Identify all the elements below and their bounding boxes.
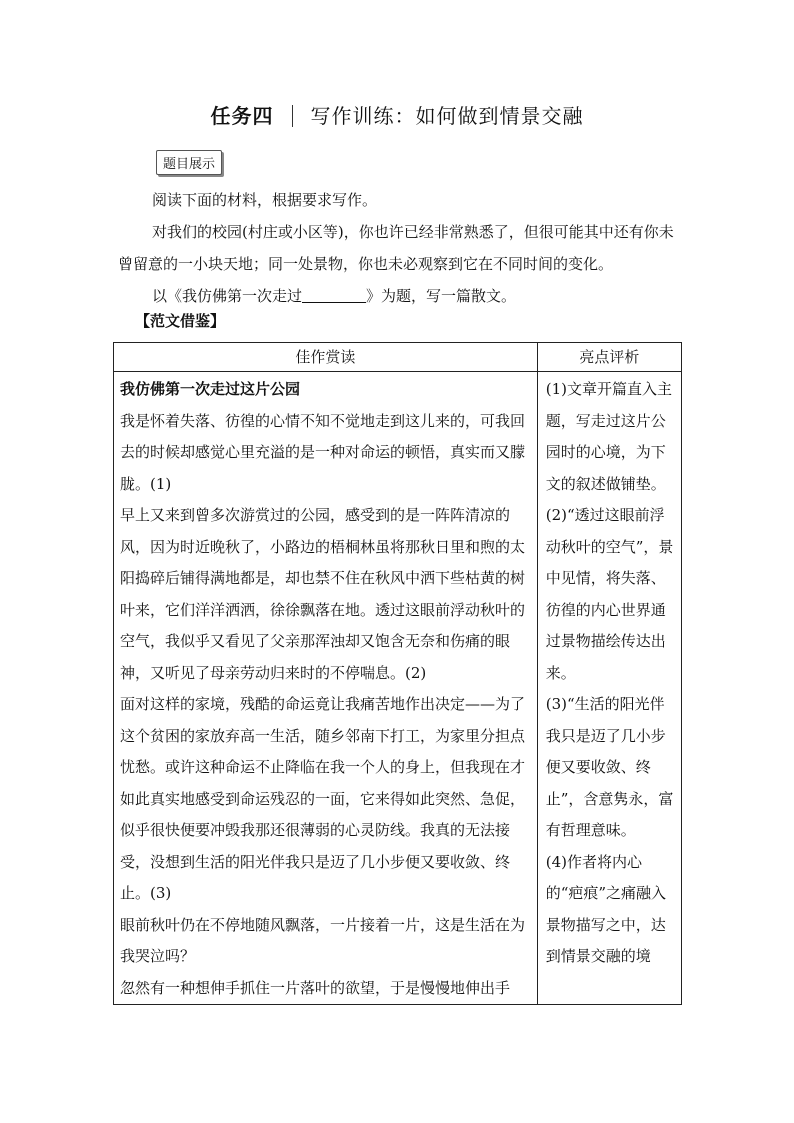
essay-paragraph: 面对这样的家境，残酷的命运竟让我痛苦地作出决定——为了这个贫困的家放弃高一生活，随乡邻南下打工，为家里分担点忧愁。或许这种命运不止降临在我一个人的身上，但我现在才如此真实地感受到命运残忍的一面，它来得如此突然、急促，似乎很快便要冲毁我那还很薄弱的心灵防线。我真的无法接受，没想到生活的阳光伴我只是迈了几小步便又要收敛、终止。(3) [120,695,526,902]
header-comment: 亮点评析 [537,343,681,372]
essay-title: 我仿佛第一次走过这片公园 [120,380,301,398]
task-subtitle: 写作训练：如何做到情景交融 [310,104,584,128]
comment-item: (4)作者将内心的“疤痕”之痛融入景物描写之中，达到情景交融的境 [545,852,667,965]
comment-item: (1)文章开篇直入主题，写走过这片公园时的心境，为下文的叙述做铺垫。 [545,380,672,493]
table-header-row [114,343,682,372]
essay-paragraph: 我是怀着失落、彷徨的心情不知不觉地走到这儿来的，可我回去的时候却感觉心里充溢的是一种对命运的顿悟，真实而又朦胧。(1) [120,411,526,493]
comment-item: (2)“透过这眼前浮动秋叶的空气”，景中见情，将失落、彷徨的内心世界通过景物描绘传达出来。 [545,506,674,682]
essay-cell [114,372,538,1005]
essay-table [113,342,682,1005]
essay-paragraph: 忽然有一种想伸手抓住一片落叶的欲望，于是慢慢地伸出手 [120,978,511,997]
prompt-requirement-before: 以《我仿佛第一次走过 [152,287,303,305]
page-title [0,100,794,129]
prompt-material: 对我们的校园(村庄或小区等)，你也许已经非常熟悉了，但很可能其中还有你未曾留意的一小块天地；同一处景物，你也未必观察到它在不同时间的变化。 [118,223,674,273]
topic-badge: 题目展示 [156,150,222,175]
essay-paragraph: 眼前秋叶仍在不停地随风飘落，一片接着一片，这是生活在为我哭泣吗？ [120,915,526,965]
header-essay: 佳作赏读 [114,343,538,372]
essay-paragraph: 早上又来到曾多次游赏过的公园，感受到的是一阵阵清凉的风，因为时近晚秋了，小路边的梧桐林虽将那秋日里和煦的太阳捣碎后铺得满地都是，却也禁不住在秋风中洒下些枯黄的树叶来，它们洋洋洒洒，徐徐飘落在地。透过这眼前浮动秋叶的空气，我似乎又看见了父亲那浑浊却又饱含无奈和伤痛的眼神，又听见了母亲劳动归来时的不停喘息。(2) [120,506,526,682]
table-row [114,372,682,1005]
title-blank [302,284,366,303]
comment-item: (3)“生活的阳光伴我只是迈了几小步便又要收敛、终止”，含意隽永，富有哲理意味。 [545,695,674,839]
title-divider [292,105,293,127]
section-label: 【范文借鉴】 [135,312,226,330]
prompt-requirement-after: 》为题，写一篇散文。 [366,287,517,305]
comment-cell [537,372,681,1005]
prompt-requirement [118,280,678,312]
prompt-instruction: 阅读下面的材料，根据要求写作。 [152,191,378,209]
task-number: 任务四 [210,104,274,128]
